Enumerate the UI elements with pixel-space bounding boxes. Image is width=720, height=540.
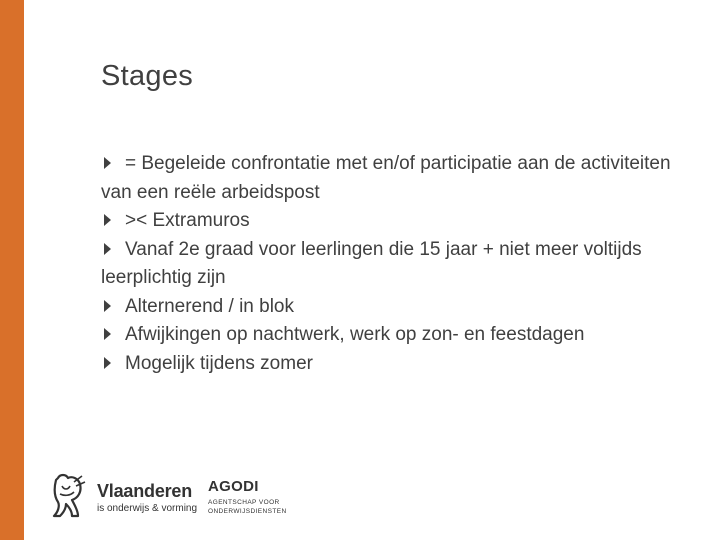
bullet-arrow-icon [104, 243, 111, 255]
bullet-item [101, 207, 676, 236]
bullet-text: Vanaf 2e graad voor leerlingen die 15 jaar + niet meer voltijds leerplichtig zijn [101, 238, 642, 288]
agodi-subtitle-line2: ONDERWIJSDIENSTEN [208, 508, 287, 515]
bullet-arrow-icon [104, 328, 111, 340]
bullet-arrow-icon [104, 214, 111, 226]
bullet-text: Alternerend / in blok [125, 295, 294, 317]
accent-bar [0, 0, 24, 540]
bullet-text: Afwijkingen op nachtwerk, werk op zon- en feestdagen [125, 324, 585, 345]
bullet-item [101, 150, 676, 207]
bullet-arrow-icon [104, 300, 111, 312]
bullet-arrow-icon [104, 357, 111, 369]
slide-title: Stages [101, 60, 194, 92]
bullet-text: = Begeleide confrontatie met en/of participatie aan de activiteiten van een reële arbeidspost [101, 153, 671, 203]
vlaanderen-logo-text: Vlaanderen [97, 481, 193, 501]
bullet-arrow-icon [104, 157, 111, 169]
bullet-item [101, 236, 676, 293]
bullet-text: >< Extramuros [125, 210, 250, 231]
bullet-list [101, 150, 676, 378]
footer-logos [48, 470, 308, 525]
lion-icon [48, 472, 88, 520]
bullet-item [101, 293, 676, 322]
bullet-item [101, 321, 676, 350]
bullet-text: Mogelijk tijdens zomer [125, 352, 313, 374]
agodi-logo-text: AGODI [208, 478, 259, 495]
agodi-subtitle-line1: AGENTSCHAP VOOR [208, 499, 280, 506]
bullet-item [101, 350, 676, 379]
vlaanderen-subtitle: is onderwijs & vorming [97, 503, 198, 514]
